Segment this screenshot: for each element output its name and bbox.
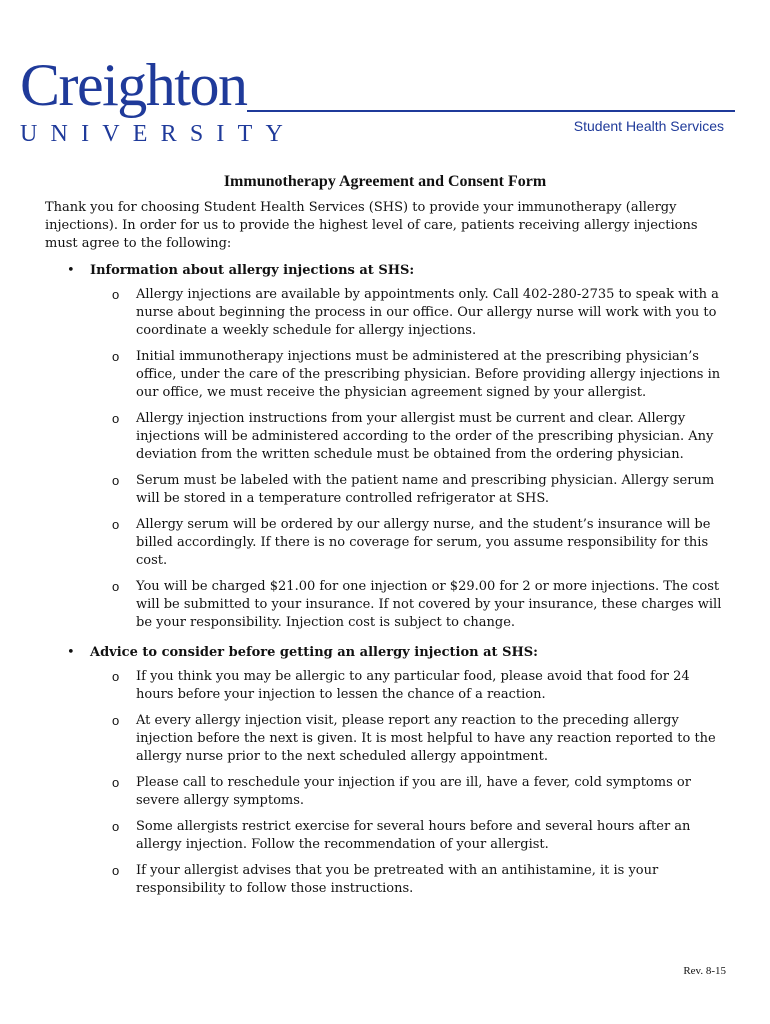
section-advice (45, 644, 730, 898)
item-text: Please call to reschedule your injection if you are ill, have a fever, cold symptoms or severe allergy symptoms. (136, 775, 691, 808)
item-text: Allergy injections are available by appointments only. Call 402-280-2735 to speak with a nurse about beginning the process in our office. Our allergy nurse will work with you to coordinate a weekly schedule for allergy injections. (136, 287, 719, 338)
department-name: Student Health Services (573, 118, 724, 134)
list-item (90, 472, 730, 508)
item-text: Initial immunotherapy injections must be administered at the prescribing physician’s office, under the care of the prescribing physician. Before providing allergy injections in our office, we must receive the physician agreement signed by your allergist. (136, 349, 721, 400)
circle-bullet-icon: o (112, 775, 120, 790)
list-item (90, 818, 730, 854)
item-text: Some allergists restrict exercise for several hours before and several hours after an allergy injection. Follow the recommendation of your allergist. (136, 819, 691, 852)
circle-bullet-icon: o (112, 349, 120, 364)
revision-label: Rev. 8-15 (683, 965, 726, 977)
circle-bullet-icon: o (112, 579, 120, 594)
list-item (90, 516, 730, 570)
list-item (90, 348, 730, 402)
circle-bullet-icon: o (112, 819, 120, 834)
item-text: You will be charged $21.00 for one injection or $29.00 for 2 or more injections. The cost will be submitted to your insurance. If not covered by your insurance, these charges will be your responsibility. Injection cost is subject to change. (136, 579, 722, 630)
list-item (90, 286, 730, 340)
circle-bullet-icon: o (112, 863, 120, 878)
section-items (90, 668, 730, 898)
section-list (45, 262, 730, 898)
list-item (90, 410, 730, 464)
list-item (90, 712, 730, 766)
section-title: Information about allergy injections at SHS: (90, 263, 415, 278)
form-body (45, 199, 730, 910)
circle-bullet-icon: o (112, 411, 120, 426)
intro-paragraph: Thank you for choosing Student Health Services (SHS) to provide your immunotherapy (allergy injections). In order for us to provide the highest level of care, patients receiving allergy injections must agree to the following: (45, 200, 698, 251)
bullet-icon: • (67, 263, 75, 278)
section-items (90, 286, 730, 632)
list-item (90, 668, 730, 704)
list-item (90, 578, 730, 632)
section-title: Advice to consider before getting an allergy injection at SHS: (90, 645, 538, 660)
item-text: Serum must be labeled with the patient name and prescribing physician. Allergy serum will be stored in a temperature controlled refrigerator at SHS. (136, 473, 715, 506)
list-item (90, 774, 730, 810)
form-title: Immunotherapy Agreement and Consent Form (223, 173, 547, 190)
circle-bullet-icon: o (112, 669, 120, 684)
header-rule (247, 110, 735, 112)
bullet-icon: • (67, 645, 75, 660)
circle-bullet-icon: o (112, 713, 120, 728)
item-text: If you think you may be allergic to any particular food, please avoid that food for 24 hours before your injection to lessen the chance of a reaction. (136, 669, 690, 702)
circle-bullet-icon: o (112, 517, 120, 532)
item-text: If your allergist advises that you be pretreated with an antihistamine, it is your responsibility to follow those instructions. (136, 863, 659, 896)
circle-bullet-icon: o (112, 287, 120, 302)
section-info (45, 262, 730, 632)
university-logo-subtitle: UNIVERSITY (20, 121, 296, 147)
list-item (90, 862, 730, 898)
item-text: Allergy serum will be ordered by our allergy nurse, and the student’s insurance will be billed accordingly. If there is no coverage for serum, you assume responsibility for this cost. (136, 517, 711, 568)
item-text: Allergy injection instructions from your allergist must be current and clear. Allergy injections will be administered according to the order of the prescribing physician. Any deviation from the written schedule must be obtained from the ordering physician. (136, 411, 714, 462)
circle-bullet-icon: o (112, 473, 120, 488)
creighton-logo-wordmark: Creighton (20, 52, 247, 118)
item-text: At every allergy injection visit, please report any reaction to the preceding allergy injection before the next is given. It is most helpful to have any reaction reported to the allergy nurse prior to the next scheduled allergy appointment. (136, 713, 716, 764)
